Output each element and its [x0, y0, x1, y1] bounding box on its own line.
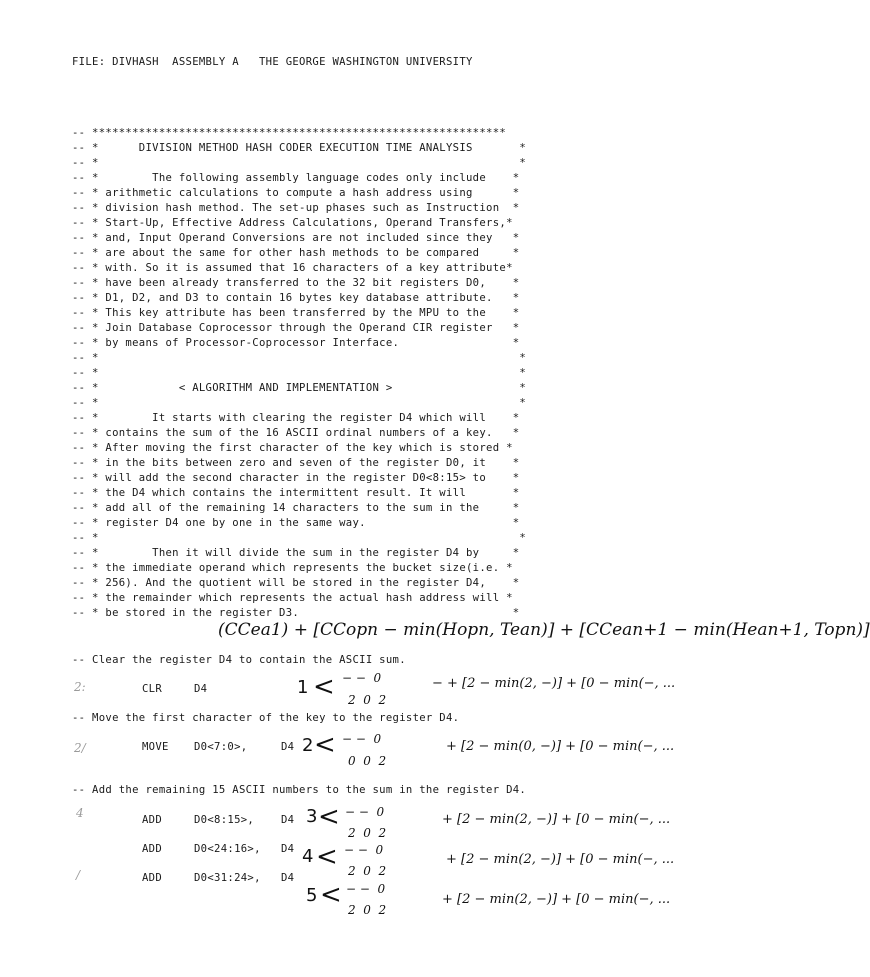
margin-mark: / [76, 868, 81, 882]
comment-line: -- * * [72, 157, 527, 169]
file-header: FILE: DIVHASH ASSEMBLY A THE GEORGE WASHINGTON UNIVERSITY [72, 56, 473, 68]
note-tail: − + [2 − min(2, −)] + [0 − min(−, ... [432, 676, 676, 691]
operand: D0<7:0>, [194, 741, 248, 753]
note-number: 4 [302, 846, 314, 867]
comment-line: -- * have been already transferred to the 32 bit registers D0, * [72, 277, 520, 289]
comment-line: -- * division hash method. The set-up phases such as Instruction * [72, 202, 520, 214]
comment-line: -- * register D4 one by one in the same way. * [72, 517, 520, 529]
operand: D4 [194, 683, 208, 695]
bracket-glyph: < [314, 730, 336, 760]
destination: D4 [281, 741, 295, 753]
comment-clear: -- Clear the register D4 to contain the ASCII sum. [72, 654, 406, 666]
comment-line: -- ************************************************************** [72, 127, 507, 139]
comment-add: -- Add the remaining 15 ASCII numbers to the sum in the register D4. [72, 784, 527, 796]
note-bottom: 2 0 2 [348, 864, 387, 878]
operand: D0<24:16>, [194, 843, 261, 855]
note-bottom: 2 0 2 [348, 903, 387, 917]
note-tail: + [2 − min(2, −)] + [0 − min(−, ... [442, 892, 671, 907]
margin-mark: 2: [74, 680, 86, 694]
comment-line: -- * the D4 which contains the intermittent result. It will * [72, 487, 520, 499]
note-number: 3 [306, 806, 318, 827]
comment-line: -- * Start-Up, Effective Address Calculations, Operand Transfers,* [72, 217, 513, 229]
comment-line: -- * * [72, 352, 527, 364]
comment-line: -- * DIVISION METHOD HASH CODER EXECUTION TIME ANALYSIS * [72, 142, 527, 154]
note-tail: + [2 − min(2, −)] + [0 − min(−, ... [446, 852, 675, 867]
destination: D4 [281, 843, 295, 855]
comment-line: -- * the remainder which represents the actual hash address will * [72, 592, 513, 604]
comment-line: -- * add all of the remaining 14 characters to the sum in the * [72, 502, 520, 514]
comment-line: -- * by means of Processor-Coprocessor Interface. * [72, 337, 520, 349]
note-top: − − 0 [346, 882, 386, 896]
comment-line: -- * will add the second character in the register D0<8:15> to * [72, 472, 520, 484]
note-tail: + [2 − min(0, −)] + [0 − min(−, ... [446, 739, 675, 754]
margin-mark: 2/ [74, 741, 86, 755]
note-top: − − 0 [345, 805, 385, 819]
note-bottom: 2 0 2 [348, 826, 387, 840]
comment-line: -- * in the bits between zero and seven of the register D0, it * [72, 457, 520, 469]
comment-line: -- * 256). And the quotient will be stored in the register D4, * [72, 577, 520, 589]
operand: D0<31:24>, [194, 872, 261, 884]
comment-line: -- * After moving the first character of the key which is stored * [72, 442, 513, 454]
destination: D4 [281, 872, 295, 884]
comment-line: -- * * [72, 397, 527, 409]
note-number: 5 [306, 885, 318, 906]
destination: D4 [281, 814, 295, 826]
note-top: − − 0 [342, 671, 382, 685]
note-bottom: 0 0 2 [348, 754, 387, 768]
opcode: ADD [142, 872, 163, 884]
comment-line: -- * arithmetic calculations to compute a hash address using * [72, 187, 520, 199]
bracket-glyph: < [320, 880, 342, 910]
bracket-glyph: < [313, 672, 335, 702]
note-number: 2 [302, 735, 314, 756]
comment-line: -- * with. So it is assumed that 16 characters of a key attribute* [72, 262, 513, 274]
comment-line: -- * be stored in the register D3. * [72, 607, 520, 619]
comment-line: -- * Then it will divide the sum in the register D4 by * [72, 547, 520, 559]
opcode: ADD [142, 843, 163, 855]
bracket-glyph: < [318, 802, 340, 832]
comment-line: -- * * [72, 532, 527, 544]
note-top: − − 0 [344, 843, 384, 857]
comment-line: -- * are about the same for other hash methods to be compared * [72, 247, 520, 259]
comment-line: -- * contains the sum of the 16 ASCII ordinal numbers of a key. * [72, 427, 520, 439]
opcode: ADD [142, 814, 163, 826]
comment-line: -- * Join Database Coprocessor through the Operand CIR register * [72, 322, 520, 334]
comment-line: -- * the immediate operand which represents the bucket size(i.e. * [72, 562, 513, 574]
opcode: CLR [142, 683, 163, 695]
comment-line: -- * < ALGORITHM AND IMPLEMENTATION > * [72, 382, 527, 394]
comment-line: -- * This key attribute has been transferred by the MPU to the * [72, 307, 520, 319]
comment-line: -- * The following assembly language codes only include * [72, 172, 520, 184]
comment-line: -- * D1, D2, and D3 to contain 16 bytes key database attribute. * [72, 292, 520, 304]
bracket-glyph: < [316, 842, 338, 872]
opcode: MOVE [142, 741, 169, 753]
comment-move: -- Move the first character of the key to the register D4. [72, 712, 460, 724]
operand: D0<8:15>, [194, 814, 255, 826]
comment-line: -- * It starts with clearing the register D4 which will * [72, 412, 520, 424]
comment-line: -- * * [72, 367, 527, 379]
note-number: 1 [297, 677, 309, 698]
handwritten-formula: (CCea1) + [CCopn − min(Hopn, Tean)] + [CCean+1 − min(Hean+1, Topn)] [218, 620, 870, 640]
comment-line: -- * and, Input Operand Conversions are not included since they * [72, 232, 520, 244]
note-bottom: 2 0 2 [348, 693, 387, 707]
margin-mark: 4 [76, 806, 84, 820]
note-tail: + [2 − min(2, −)] + [0 − min(−, ... [442, 812, 671, 827]
note-top: − − 0 [342, 732, 382, 746]
